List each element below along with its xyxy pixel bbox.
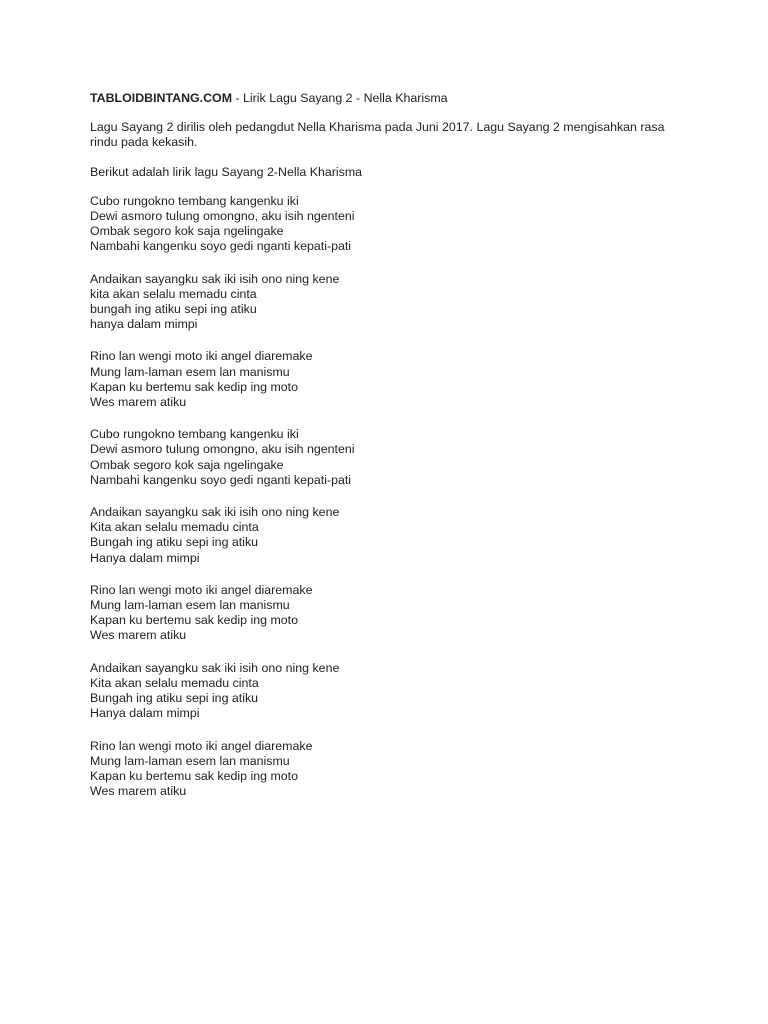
lyric-line: Wes marem atiku (90, 628, 187, 643)
lyric-line: Ombak segoro kok saja ngelingake (90, 224, 284, 239)
lyric-line: bungah ing atiku sepi ing atiku (90, 302, 257, 317)
lyric-line: Mung lam-laman esem lan manismu (90, 598, 290, 613)
lyric-line: Rino lan wengi moto iki angel diaremake (90, 738, 313, 753)
lyric-line: Mung lam-laman esem lan manismu (90, 753, 290, 768)
stanza (90, 583, 730, 644)
lead-paragraph: Berikut adalah lirik lagu Sayang 2-Nella Kharisma (90, 164, 363, 179)
lyric-line: Bungah ing atiku sepi ing atiku (90, 535, 259, 550)
stanza (90, 194, 730, 255)
lyric-line: hanya dalam mimpi (90, 317, 198, 332)
lyric-line: Hanya dalam mimpi (90, 706, 200, 721)
lyric-line: Kita akan selalu memadu cinta (90, 675, 259, 690)
lyric-line: Bungah ing atiku sepi ing atiku (90, 691, 259, 706)
lyric-line: Ombak segoro kok saja ngelingake (90, 457, 284, 472)
lyric-line: Hanya dalam mimpi (90, 550, 200, 565)
lyric-line: Dewi asmoro tulung omongno, aku isih ngenteni (90, 209, 355, 224)
intro-paragraph: Lagu Sayang 2 dirilis oleh pedangdut Nella Kharisma pada Juni 2017. Lagu Sayang 2 mengisahkan rasa rindu pada kekasih. (90, 120, 665, 150)
lyric-line: Wes marem atiku (90, 784, 187, 799)
lyric-line: Andaikan sayangku sak iki isih ono ning kene (90, 505, 340, 520)
lyric-line: Kapan ku bertemu sak kedip ing moto (90, 613, 299, 628)
stanza (90, 739, 730, 800)
lyric-line: Mung lam-laman esem lan manismu (90, 364, 290, 379)
lyric-line: Nambahi kangenku soyo gedi nganti kepati-pati (90, 239, 352, 254)
lyric-line: Kapan ku bertemu sak kedip ing moto (90, 768, 299, 783)
lyric-line: Wes marem atiku (90, 395, 187, 410)
site-name: TABLOIDBINTANG.COM (90, 91, 233, 105)
lyric-line: Rino lan wengi moto iki angel diaremake (90, 582, 313, 597)
stanza (90, 272, 730, 333)
lyric-line: kita akan selalu memadu cinta (90, 286, 257, 301)
stanza (90, 505, 730, 566)
lyric-line: Andaikan sayangku sak iki isih ono ning kene (90, 271, 340, 286)
article-title (90, 91, 730, 106)
lyric-line: Dewi asmoro tulung omongno, aku isih ngenteni (90, 442, 355, 457)
lyric-line: Rino lan wengi moto iki angel diaremake (90, 349, 313, 364)
lyric-line: Andaikan sayangku sak iki isih ono ning kene (90, 660, 340, 675)
lyric-line: Cubo rungokno tembang kangenku iki (90, 193, 299, 208)
stanza (90, 427, 730, 488)
lyric-line: Nambahi kangenku soyo gedi nganti kepati-pati (90, 472, 352, 487)
stanza (90, 349, 730, 410)
article-title-text: - Lirik Lagu Sayang 2 - Nella Kharisma (232, 91, 448, 105)
stanza (90, 661, 730, 722)
lyric-line: Kapan ku bertemu sak kedip ing moto (90, 379, 299, 394)
lyric-line: Cubo rungokno tembang kangenku iki (90, 427, 299, 442)
lyrics (90, 194, 730, 800)
lyric-line: Kita akan selalu memadu cinta (90, 520, 259, 535)
document-page (90, 91, 730, 816)
